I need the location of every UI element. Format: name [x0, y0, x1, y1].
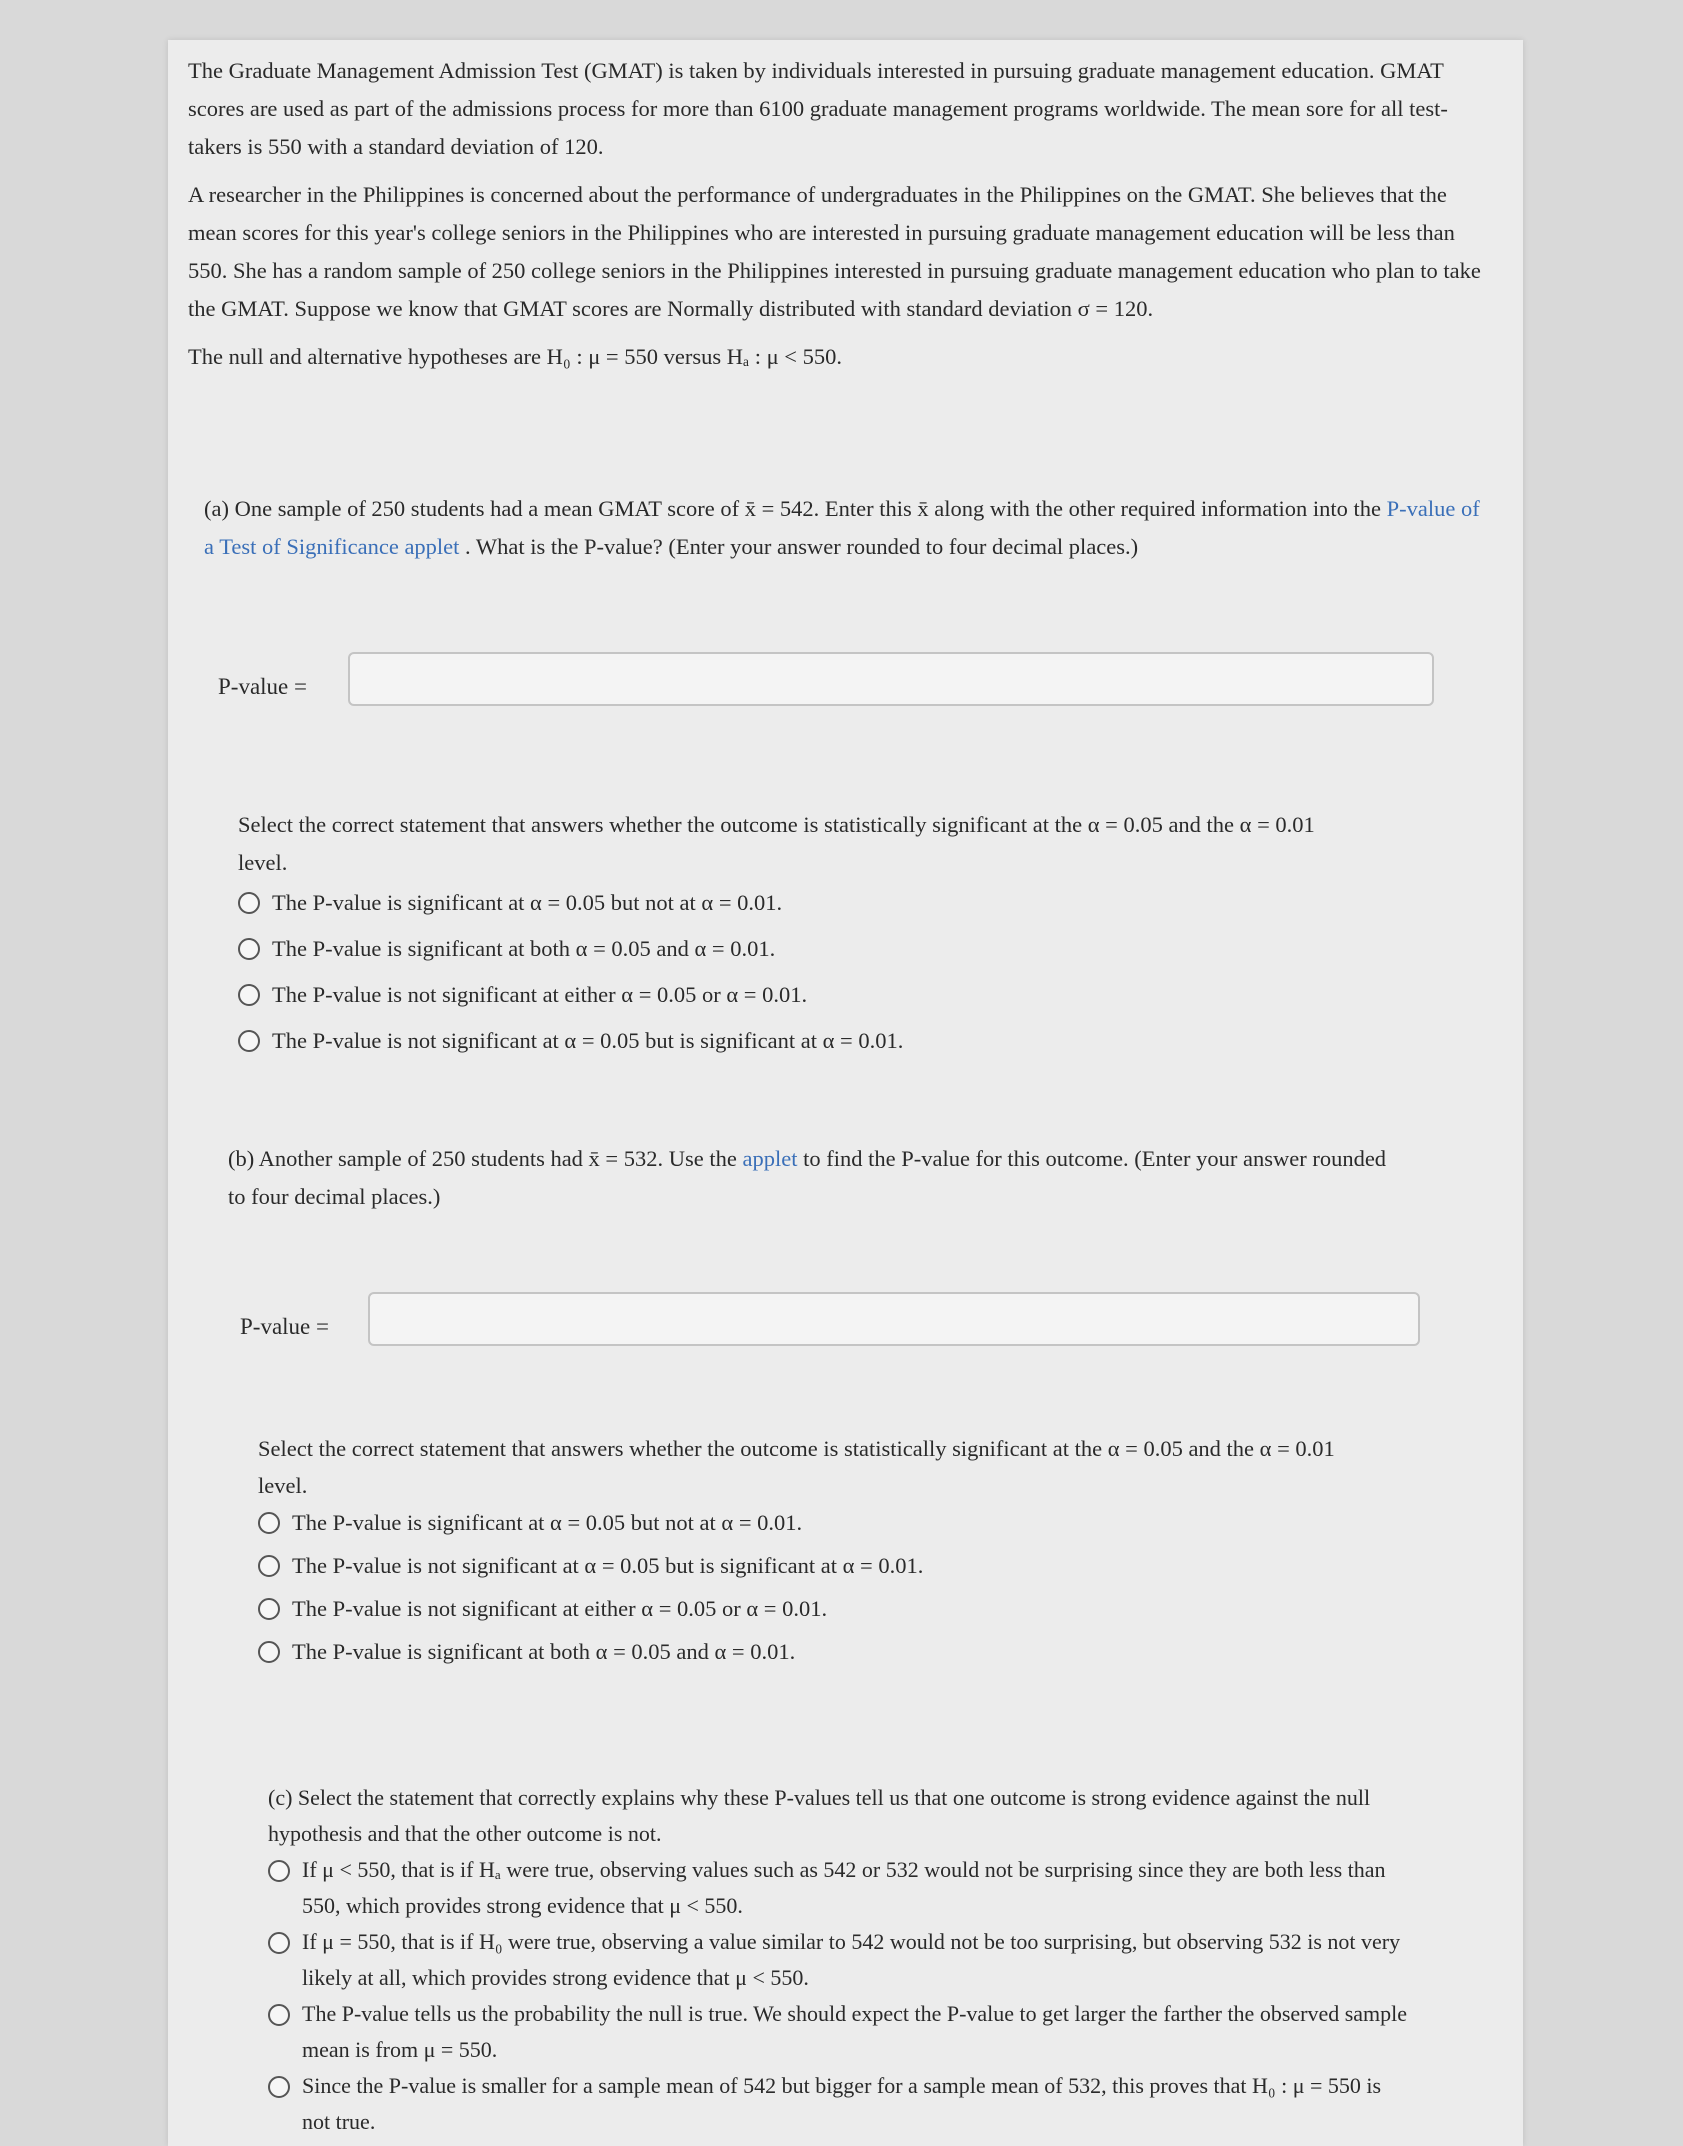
- option-label: The P-value is significant at both α = 0.05 and α = 0.01.: [292, 1639, 796, 1664]
- part-c-option-4[interactable]: [268, 2068, 1408, 2140]
- option-label: The P-value is significant at α = 0.05 but not at α = 0.01.: [292, 1510, 803, 1535]
- part-a-option-1[interactable]: [238, 884, 1438, 922]
- part-a-question: [204, 490, 1494, 566]
- radio-button[interactable]: [238, 938, 260, 960]
- intro-paragraph-1: The Graduate Management Admission Test (GMAT) is taken by individuals interested in pursuing graduate management education. GMAT scores are used as part of the admissions process for more than 6100 graduate management programs worldwide. The mean sore for all test-takers is 550 with a standard deviation of 120.: [188, 58, 1448, 159]
- part-b-question: [228, 1140, 1388, 1216]
- part-a-option-3[interactable]: [238, 976, 1438, 1014]
- option-label: The P-value is not significant at either α = 0.05 or α = 0.01.: [272, 982, 808, 1007]
- option-label: Since the P-value is smaller for a sample mean of 542 but bigger for a sample mean of 532, this proves that H₀ : μ = 550 is not true.: [302, 2073, 1382, 2134]
- radio-button[interactable]: [238, 1030, 260, 1052]
- intro-paragraph-2: A researcher in the Philippines is concerned about the performance of undergraduates in the Philippines on the GMAT. She believes that the mean scores for this year's college seniors in the Philippines who are interested in pursuing graduate management education will be less than 550. She has a random sample of 250 college seniors in the Philippines interested in pursuing graduate management education who plan to take the GMAT. Suppose we know that GMAT scores are Normally distributed with standard deviation σ = 120.: [188, 182, 1481, 321]
- part-c-option-1[interactable]: [268, 1852, 1408, 1924]
- radio-button[interactable]: [268, 1860, 290, 1882]
- part-b-question-text-end: to find the P-value for this outcome. (Enter your answer rounded to four decimal places.): [228, 1146, 1387, 1209]
- part-b-significance-group: [258, 1430, 1418, 1670]
- radio-button[interactable]: [238, 892, 260, 914]
- part-b-select-prompt: Select the correct statement that answers whether the outcome is statistically significant at the α = 0.05 and the α = 0.01 level.: [258, 1436, 1335, 1498]
- option-label: The P-value is not significant at either α = 0.05 or α = 0.01.: [292, 1596, 828, 1621]
- option-label: The P-value tells us the probability the null is true. We should expect the P-value to get larger the farther the observed sample mean is from μ = 550.: [302, 2001, 1408, 2062]
- part-c-question: (c) Select the statement that correctly explains why these P-values tell us that one outcome is strong evidence against the null hypothesis and that the other outcome is not.: [268, 1785, 1371, 1846]
- part-b-option-3[interactable]: [258, 1590, 1418, 1627]
- option-label: The P-value is significant at α = 0.05 but not at α = 0.01.: [272, 890, 783, 915]
- intro-section: [188, 52, 1488, 376]
- part-b-option-4[interactable]: [258, 1633, 1418, 1670]
- part-a-question-text: (a) One sample of 250 students had a mean GMAT score of x̄ = 542. Enter this x̄ along with the other required information into the: [204, 496, 1387, 521]
- radio-button[interactable]: [268, 2004, 290, 2026]
- option-label: The P-value is not significant at α = 0.05 but is significant at α = 0.01.: [292, 1553, 924, 1578]
- radio-button[interactable]: [258, 1512, 280, 1534]
- question-page: [168, 40, 1523, 2146]
- part-a-option-4[interactable]: [238, 1022, 1438, 1060]
- option-label: The P-value is significant at both α = 0.05 and α = 0.01.: [272, 936, 776, 961]
- part-a-significance-group: [238, 806, 1438, 1060]
- radio-button[interactable]: [258, 1555, 280, 1577]
- part-c-option-3[interactable]: [268, 1996, 1408, 2068]
- part-c-option-2[interactable]: [268, 1924, 1408, 1996]
- part-a-question-text-end: . What is the P-value? (Enter your answer rounded to four decimal places.): [459, 534, 1139, 559]
- part-c-group: [268, 1780, 1408, 2140]
- option-label: If μ = 550, that is if H₀ were true, observing a value similar to 542 would not be too surprising, but observing 532 is not very likely at all, which provides strong evidence that μ < 550.: [302, 1929, 1401, 1990]
- option-label: If μ < 550, that is if Hₐ were true, observing values such as 542 or 532 would not be surprising since they are both less than 550, which provides strong evidence that μ < 550.: [302, 1857, 1386, 1918]
- radio-button[interactable]: [258, 1641, 280, 1663]
- radio-button[interactable]: [238, 984, 260, 1006]
- hypotheses-statement: The null and alternative hypotheses are H₀ : μ = 550 versus Hₐ : μ < 550.: [188, 344, 842, 369]
- radio-button[interactable]: [268, 1932, 290, 1954]
- applet-link[interactable]: P-value of a Test of Significance applet: [204, 496, 1480, 559]
- radio-button[interactable]: [268, 2076, 290, 2098]
- part-a-option-2[interactable]: [238, 930, 1438, 968]
- part-a-pvalue-label: P-value =: [218, 674, 307, 699]
- part-b-option-1[interactable]: [258, 1504, 1418, 1541]
- radio-button[interactable]: [258, 1598, 280, 1620]
- part-b-pvalue-label: P-value =: [240, 1314, 329, 1339]
- applet-link[interactable]: applet: [742, 1146, 798, 1171]
- part-b-option-2[interactable]: [258, 1547, 1418, 1584]
- part-b-pvalue-input[interactable]: [368, 1292, 1420, 1346]
- part-a-pvalue-input[interactable]: [348, 652, 1434, 706]
- part-b-question-text: (b) Another sample of 250 students had x̄ = 532. Use the: [228, 1146, 743, 1171]
- part-a-select-prompt: Select the correct statement that answers whether the outcome is statistically significant at the α = 0.05 and the α = 0.01 level.: [238, 812, 1315, 875]
- option-label: The P-value is not significant at α = 0.05 but is significant at α = 0.01.: [272, 1028, 904, 1053]
